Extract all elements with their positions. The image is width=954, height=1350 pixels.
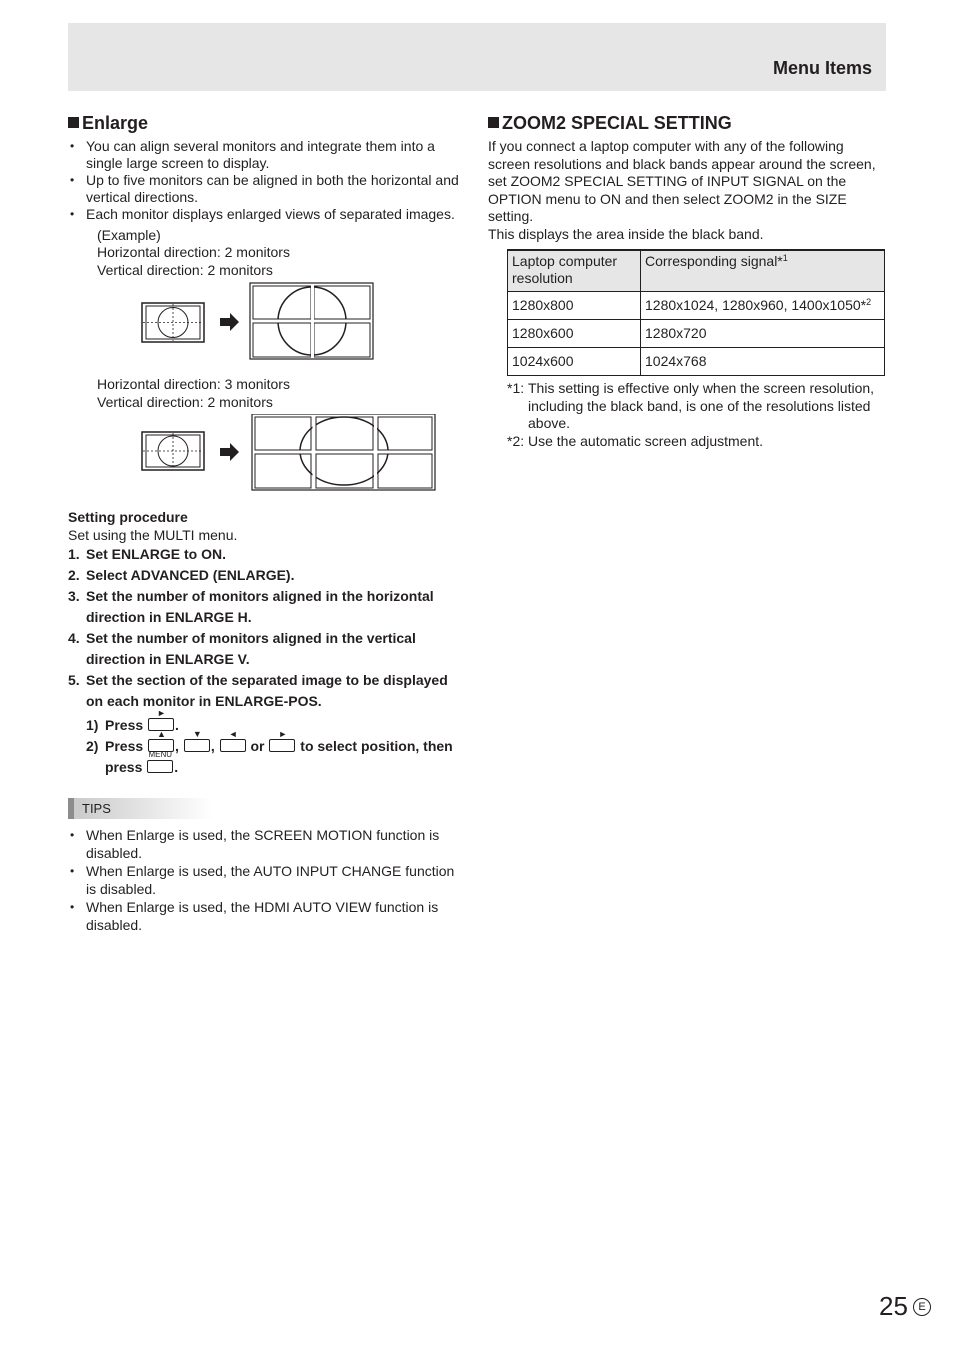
source-screen-icon [142,432,204,470]
zoom2-paragraph: This displays the area inside the black band. [488,225,764,242]
header-band [68,23,886,91]
arrow-right-icon [220,443,239,461]
list-item: • When Enlarge is used, the HDMI AUTO VIEW function is disabled. [68,899,468,934]
list-item: • You can align several monitors and integrate them into a single large screen to display. [68,138,468,171]
list-item: • When Enlarge is used, the SCREEN MOTION function is disabled. [68,827,468,862]
procedure-step: 1. Set ENLARGE to ON. [68,546,227,562]
table-cell: 1280x600 [508,320,641,348]
tips-list [68,827,468,934]
procedure-step: 4. Set the number of monitors aligned in the vertical direction in ENLARGE V. [68,630,416,667]
procedure-steps [68,544,468,712]
table-row [508,320,885,348]
enlarge-title: Enlarge [68,112,468,134]
enlarged-2x2-monitors-icon [250,283,373,359]
language-letter-badge: E [913,1298,931,1316]
table-footnotes [507,380,886,450]
table-header-cell: Corresponding signal*$^1$ [641,250,885,292]
square-bullet-icon [68,117,79,128]
zoom2-title: ZOOM2 SPECIAL SETTING [488,112,886,134]
right-button-icon: ► [269,739,295,752]
footnote: *1: This setting is effective only when the screen resolution, including the black band, is one of the resolutions listed above. [507,380,875,431]
footnote: *2: Use the automatic screen adjustment. [507,432,764,449]
table-cell: 1280x720 [641,320,885,348]
zoom2-section [488,112,886,450]
up-button-icon: ▲ [148,739,174,752]
sub-step-1: 1) Press ► . [86,708,179,733]
enlarged-3x2-monitors-icon [252,414,435,490]
table-row [508,348,885,376]
list-item: • Each monitor displays enlarged views of separated images. [68,206,468,223]
left-button-icon: ◄ [220,739,246,752]
procedure-step: 5. Set the section of the separated image to be displayed on each monitor in ENLARGE-POS. [68,672,448,709]
page-header-title: Menu Items [772,58,872,78]
list-item: • When Enlarge is used, the AUTO INPUT CHANGE function is disabled. [68,863,468,898]
down-button-icon: ▼ [184,739,210,752]
menu-button-icon: MENU [147,760,173,773]
source-screen-icon [142,303,204,342]
list-item: • Up to five monitors can be aligned in both the horizontal and vertical directions. [68,172,468,205]
square-bullet-icon [488,117,499,128]
procedure-sub-steps [86,708,468,778]
page-number: 25 [879,1291,908,1321]
example-1-text: (Example) Horizontal direction: 2 monitors Vertical direction: 2 monitors [97,226,290,278]
table-header-cell: Laptop computer resolution [508,250,641,292]
procedure-step: 3. Set the number of monitors aligned in the horizontal direction in ENLARGE H. [68,588,434,625]
zoom2-paragraph: If you connect a laptop computer with any of the following screen resolutions and black bands appear around the screen, set ZOOM2 SPECIAL SETTING of INPUT SIGNAL on the OPTION menu to ON and then select ZOOM2 in the SIZE setting. [488,138,876,224]
table-cell: 1280x800 [508,292,641,320]
example-2-text: Horizontal direction: 3 monitors Vertical direction: 2 monitors [97,376,290,410]
right-button-icon: ► [148,718,174,731]
table-cell: 1280x1024, 1280x960, 1400x1050*$^2$ [641,292,885,320]
enlarge-bullet-list [68,138,468,223]
table-cell: 1024x768 [641,348,885,376]
procedure-step: 2. Select ADVANCED (ENLARGE). [68,567,295,583]
table-header-row [508,250,885,292]
tips-label-bar [68,798,213,819]
enlarge-diagram-3x2 [68,414,468,494]
table-row [508,292,885,320]
setting-procedure-subtitle: Set using the MULTI menu. [68,527,238,543]
table-cell: 1024x600 [508,348,641,376]
sub-step-2: 2) Press ▲ , ▼ , ◄ or ► to select position, then press MENU . [86,729,453,775]
enlarge-section [68,112,468,935]
arrow-right-icon [220,313,239,331]
resolution-table [507,249,885,376]
tips-label: TIPS [82,801,111,816]
setting-procedure-title: Setting procedure [68,509,188,525]
enlarge-diagram-2x2 [68,282,468,362]
